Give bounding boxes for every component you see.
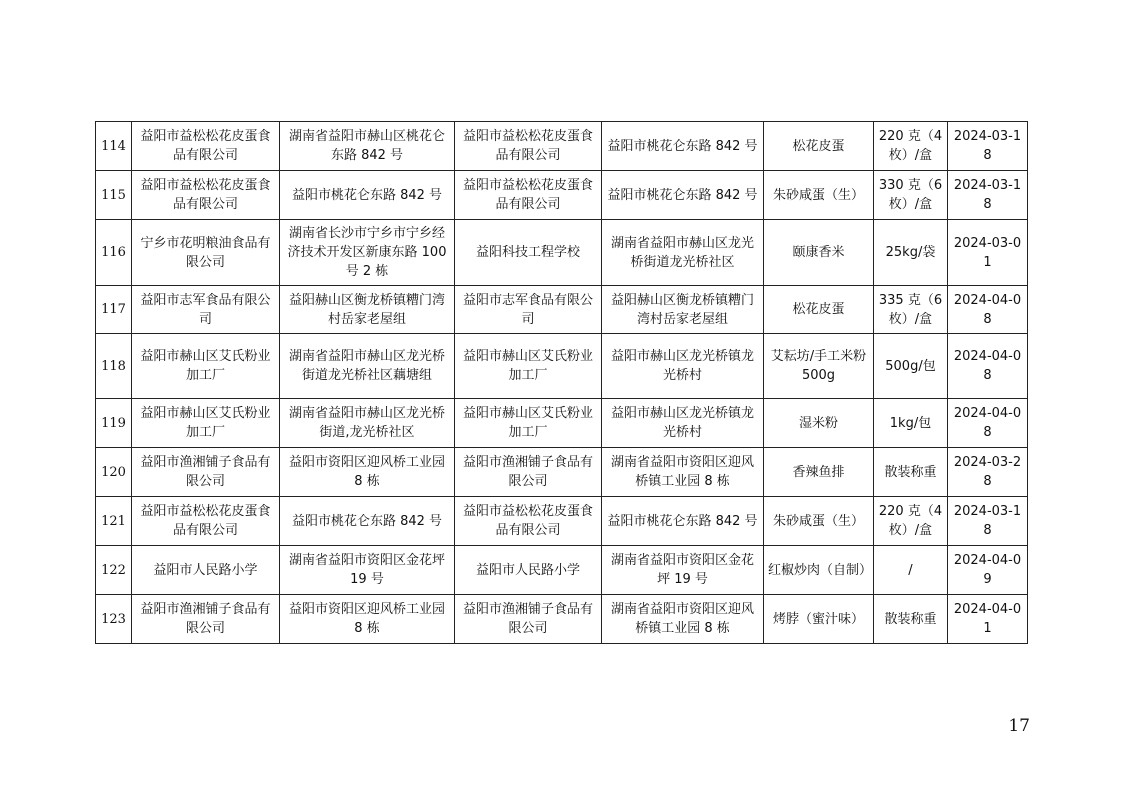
sampled-unit-address-cell: 湖南省益阳市资阳区迎风桥镇工业园 8 栋 bbox=[602, 448, 764, 497]
product-spec-cell: 散装称重 bbox=[874, 448, 948, 497]
product-name-cell: 松花皮蛋 bbox=[764, 122, 874, 171]
product-spec-cell: 500g/包 bbox=[874, 334, 948, 399]
row-number-cell: 114 bbox=[96, 122, 132, 171]
sampled-unit-cell: 益阳市人民路小学 bbox=[455, 546, 602, 595]
producer-name-cell: 益阳市益松松花皮蛋食品有限公司 bbox=[132, 497, 280, 546]
row-number-cell: 122 bbox=[96, 546, 132, 595]
row-number-cell: 116 bbox=[96, 220, 132, 286]
product-name-cell: 烤脖（蜜汁味） bbox=[764, 595, 874, 644]
production-date-cell: 2024-04-01 bbox=[948, 595, 1028, 644]
product-name-cell: 红椒炒肉（自制） bbox=[764, 546, 874, 595]
sampled-unit-address-cell: 益阳赫山区衡龙桥镇糟门湾村岳家老屋组 bbox=[602, 286, 764, 334]
row-number-cell: 118 bbox=[96, 334, 132, 399]
producer-name-cell: 益阳市赫山区艾氏粉业加工厂 bbox=[132, 334, 280, 399]
table-row bbox=[96, 171, 1028, 220]
producer-name-cell: 益阳市渔湘铺子食品有限公司 bbox=[132, 595, 280, 644]
producer-name-cell: 益阳市志军食品有限公司 bbox=[132, 286, 280, 334]
product-spec-cell: 散装称重 bbox=[874, 595, 948, 644]
production-date-cell: 2024-04-09 bbox=[948, 546, 1028, 595]
row-number-cell: 121 bbox=[96, 497, 132, 546]
sampled-unit-address-cell: 湖南省益阳市资阳区迎风桥镇工业园 8 栋 bbox=[602, 595, 764, 644]
producer-address-cell: 益阳市桃花仑东路 842 号 bbox=[280, 171, 455, 220]
producer-name-cell: 益阳市人民路小学 bbox=[132, 546, 280, 595]
product-spec-cell: 1kg/包 bbox=[874, 399, 948, 448]
sampled-unit-address-cell: 益阳市桃花仑东路 842 号 bbox=[602, 497, 764, 546]
production-date-cell: 2024-04-08 bbox=[948, 399, 1028, 448]
product-name-cell: 艾耘坊/手工米粉 500g bbox=[764, 334, 874, 399]
producer-address-cell: 益阳市资阳区迎风桥工业园 8 栋 bbox=[280, 448, 455, 497]
table-row bbox=[96, 497, 1028, 546]
producer-address-cell: 湖南省益阳市赫山区桃花仑东路 842 号 bbox=[280, 122, 455, 171]
table-row bbox=[96, 448, 1028, 497]
table-row bbox=[96, 334, 1028, 399]
sampled-unit-address-cell: 益阳市赫山区龙光桥镇龙光桥村 bbox=[602, 399, 764, 448]
product-name-cell: 朱砂咸蛋（生） bbox=[764, 171, 874, 220]
product-spec-cell: 25kg/袋 bbox=[874, 220, 948, 286]
sampled-unit-cell: 益阳市渔湘铺子食品有限公司 bbox=[455, 448, 602, 497]
production-date-cell: 2024-03-28 bbox=[948, 448, 1028, 497]
product-name-cell: 松花皮蛋 bbox=[764, 286, 874, 334]
product-spec-cell: 220 克（4 枚）/盒 bbox=[874, 497, 948, 546]
sampling-results-table bbox=[95, 121, 1028, 644]
table-row bbox=[96, 595, 1028, 644]
sampled-unit-cell: 益阳科技工程学校 bbox=[455, 220, 602, 286]
producer-name-cell: 益阳市益松松花皮蛋食品有限公司 bbox=[132, 122, 280, 171]
producer-address-cell: 湖南省长沙市宁乡市宁乡经济技术开发区新康东路 100 号 2 栋 bbox=[280, 220, 455, 286]
sampled-unit-address-cell: 益阳市桃花仑东路 842 号 bbox=[602, 171, 764, 220]
sampled-unit-cell: 益阳市赫山区艾氏粉业加工厂 bbox=[455, 334, 602, 399]
product-spec-cell: / bbox=[874, 546, 948, 595]
sampled-unit-address-cell: 湖南省益阳市资阳区金花坪 19 号 bbox=[602, 546, 764, 595]
row-number-cell: 123 bbox=[96, 595, 132, 644]
production-date-cell: 2024-03-18 bbox=[948, 171, 1028, 220]
product-name-cell: 湿米粉 bbox=[764, 399, 874, 448]
production-date-cell: 2024-04-08 bbox=[948, 286, 1028, 334]
page-number: 17 bbox=[1008, 716, 1030, 736]
row-number-cell: 117 bbox=[96, 286, 132, 334]
sampled-unit-address-cell: 湖南省益阳市赫山区龙光桥街道龙光桥社区 bbox=[602, 220, 764, 286]
product-name-cell: 朱砂咸蛋（生） bbox=[764, 497, 874, 546]
sampled-unit-cell: 益阳市益松松花皮蛋食品有限公司 bbox=[455, 497, 602, 546]
producer-address-cell: 湖南省益阳市赫山区龙光桥街道,龙光桥社区 bbox=[280, 399, 455, 448]
product-spec-cell: 220 克（4 枚）/盒 bbox=[874, 122, 948, 171]
table-row bbox=[96, 220, 1028, 286]
product-name-cell: 香辣鱼排 bbox=[764, 448, 874, 497]
sampled-unit-address-cell: 益阳市赫山区龙光桥镇龙光桥村 bbox=[602, 334, 764, 399]
table-body bbox=[96, 122, 1028, 644]
sampled-unit-cell: 益阳市渔湘铺子食品有限公司 bbox=[455, 595, 602, 644]
production-date-cell: 2024-03-18 bbox=[948, 497, 1028, 546]
table-row bbox=[96, 286, 1028, 334]
sampled-unit-address-cell: 益阳市桃花仑东路 842 号 bbox=[602, 122, 764, 171]
sampled-unit-cell: 益阳市志军食品有限公司 bbox=[455, 286, 602, 334]
producer-address-cell: 益阳赫山区衡龙桥镇糟门湾村岳家老屋组 bbox=[280, 286, 455, 334]
producer-name-cell: 宁乡市花明粮油食品有限公司 bbox=[132, 220, 280, 286]
producer-address-cell: 益阳市资阳区迎风桥工业园 8 栋 bbox=[280, 595, 455, 644]
sampled-unit-cell: 益阳市益松松花皮蛋食品有限公司 bbox=[455, 122, 602, 171]
row-number-cell: 120 bbox=[96, 448, 132, 497]
production-date-cell: 2024-03-01 bbox=[948, 220, 1028, 286]
producer-name-cell: 益阳市益松松花皮蛋食品有限公司 bbox=[132, 171, 280, 220]
table-row bbox=[96, 546, 1028, 595]
production-date-cell: 2024-03-18 bbox=[948, 122, 1028, 171]
product-name-cell: 颐康香米 bbox=[764, 220, 874, 286]
sampled-unit-cell: 益阳市赫山区艾氏粉业加工厂 bbox=[455, 399, 602, 448]
producer-address-cell: 益阳市桃花仑东路 842 号 bbox=[280, 497, 455, 546]
producer-address-cell: 湖南省益阳市资阳区金花坪 19 号 bbox=[280, 546, 455, 595]
table-row bbox=[96, 399, 1028, 448]
row-number-cell: 119 bbox=[96, 399, 132, 448]
product-spec-cell: 330 克（6 枚）/盒 bbox=[874, 171, 948, 220]
product-spec-cell: 335 克（6 枚）/盒 bbox=[874, 286, 948, 334]
sampled-unit-cell: 益阳市益松松花皮蛋食品有限公司 bbox=[455, 171, 602, 220]
table-row bbox=[96, 122, 1028, 171]
row-number-cell: 115 bbox=[96, 171, 132, 220]
production-date-cell: 2024-04-08 bbox=[948, 334, 1028, 399]
producer-name-cell: 益阳市渔湘铺子食品有限公司 bbox=[132, 448, 280, 497]
producer-address-cell: 湖南省益阳市赫山区龙光桥街道龙光桥社区藕塘组 bbox=[280, 334, 455, 399]
producer-name-cell: 益阳市赫山区艾氏粉业加工厂 bbox=[132, 399, 280, 448]
